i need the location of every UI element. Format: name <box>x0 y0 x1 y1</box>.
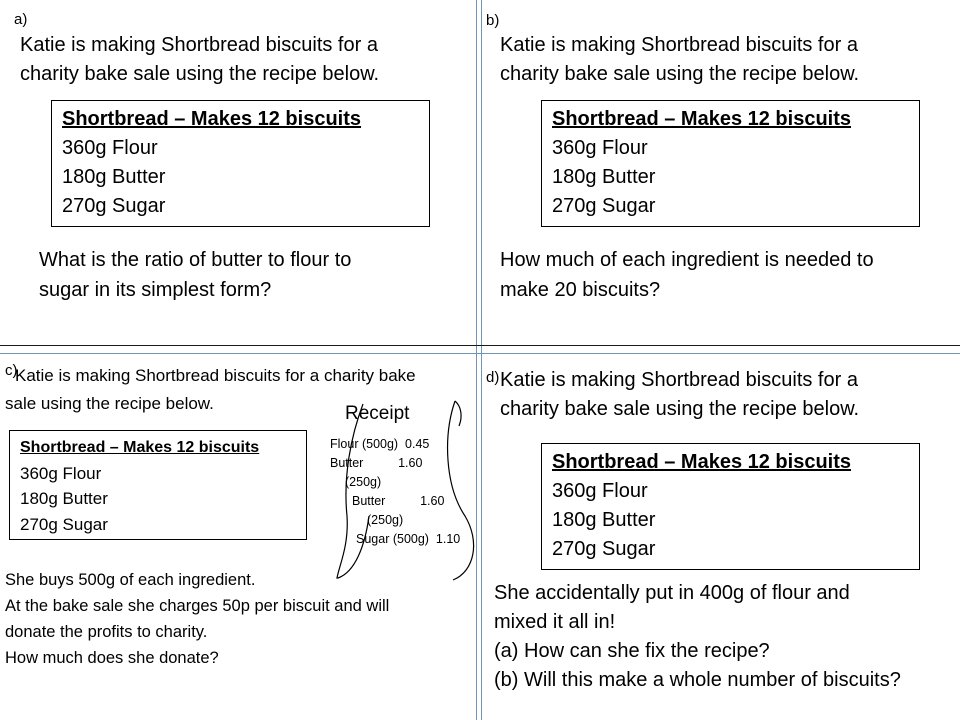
question-label-b: b) <box>486 12 500 29</box>
intro-line: charity bake sale using the recipe below. <box>20 63 380 85</box>
question-text-b <box>500 245 874 305</box>
intro-line: sale using the recipe below. <box>5 394 214 413</box>
recipe-title: Shortbread – Makes 12 biscuits <box>552 451 852 473</box>
recipe-item: 180g Butter <box>552 509 656 531</box>
recipe-item: 180g Butter <box>62 166 166 188</box>
question-line: sugar in its simplest form? <box>39 279 272 301</box>
recipe-title: Shortbread – Makes 12 biscuits <box>62 108 362 130</box>
recipe-item: 270g Sugar <box>552 538 656 560</box>
receipt-line: Butter 1.60 <box>352 494 445 508</box>
recipe-item: 360g Flour <box>552 480 648 502</box>
receipt-title: Receipt <box>345 403 410 424</box>
receipt-line: Sugar (500g) 1.10 <box>356 532 461 546</box>
recipe-item: 360g Flour <box>62 137 158 159</box>
question-label-a: a) <box>14 11 28 28</box>
question-line: make 20 biscuits? <box>500 279 661 301</box>
intro-line: charity bake sale using the recipe below. <box>500 398 860 420</box>
intro-line: charity bake sale using the recipe below. <box>500 63 860 85</box>
receipt-line: (250g) <box>367 513 404 527</box>
horizontal-divider-top <box>0 345 960 346</box>
receipt-line: (250g) <box>345 475 382 489</box>
question-line: She buys 500g of each ingredient. <box>5 571 256 589</box>
recipe-title: Shortbread – Makes 12 biscuits <box>20 439 260 456</box>
question-text-c <box>5 567 389 671</box>
recipe-box-c <box>9 430 307 540</box>
question-line: donate the profits to charity. <box>5 623 208 641</box>
question-line: (b) Will this make a whole number of biscuits? <box>494 669 901 691</box>
question-line: She accidentally put in 400g of flour and <box>494 582 850 604</box>
intro-line: Katie is making Shortbread biscuits for a charity bake <box>15 366 416 385</box>
intro-line: Katie is making Shortbread biscuits for a <box>500 369 858 391</box>
intro-text-b <box>500 31 859 89</box>
recipe-item: 360g Flour <box>20 463 102 483</box>
recipe-box-b <box>541 100 920 227</box>
recipe-item: 180g Butter <box>552 166 656 188</box>
intro-line: Katie is making Shortbread biscuits for a <box>500 34 858 56</box>
question-label-c: c) <box>5 362 18 379</box>
intro-text-d <box>500 366 859 424</box>
intro-text-a <box>20 31 379 89</box>
question-label-d: d) <box>486 369 500 386</box>
horizontal-divider-bottom <box>0 353 960 354</box>
question-line: How much of each ingredient is needed to <box>500 249 874 271</box>
intro-line: Katie is making Shortbread biscuits for a <box>20 34 378 56</box>
vertical-divider-left <box>476 0 477 720</box>
recipe-title: Shortbread – Makes 12 biscuits <box>552 108 852 130</box>
recipe-box-a <box>51 100 430 227</box>
question-text-d <box>494 579 901 695</box>
question-line: mixed it all in! <box>494 611 616 633</box>
recipe-item: 270g Sugar <box>62 195 166 217</box>
vertical-divider-right <box>481 0 482 720</box>
question-line: (a) How can she fix the recipe? <box>494 640 770 662</box>
recipe-item: 180g Butter <box>20 489 108 508</box>
receipt-line: Butter 1.60 <box>330 456 423 470</box>
recipe-item: 270g Sugar <box>20 514 108 534</box>
question-line: At the bake sale she charges 50p per biscuit and will <box>5 597 390 615</box>
receipt-line: Flour (500g) 0.45 <box>330 437 430 451</box>
recipe-box-d <box>541 443 920 570</box>
recipe-item: 270g Sugar <box>552 195 656 217</box>
recipe-item: 360g Flour <box>552 137 648 159</box>
question-line: What is the ratio of butter to flour to <box>39 249 352 271</box>
question-line: How much does she donate? <box>5 649 219 667</box>
question-text-a <box>39 245 351 305</box>
